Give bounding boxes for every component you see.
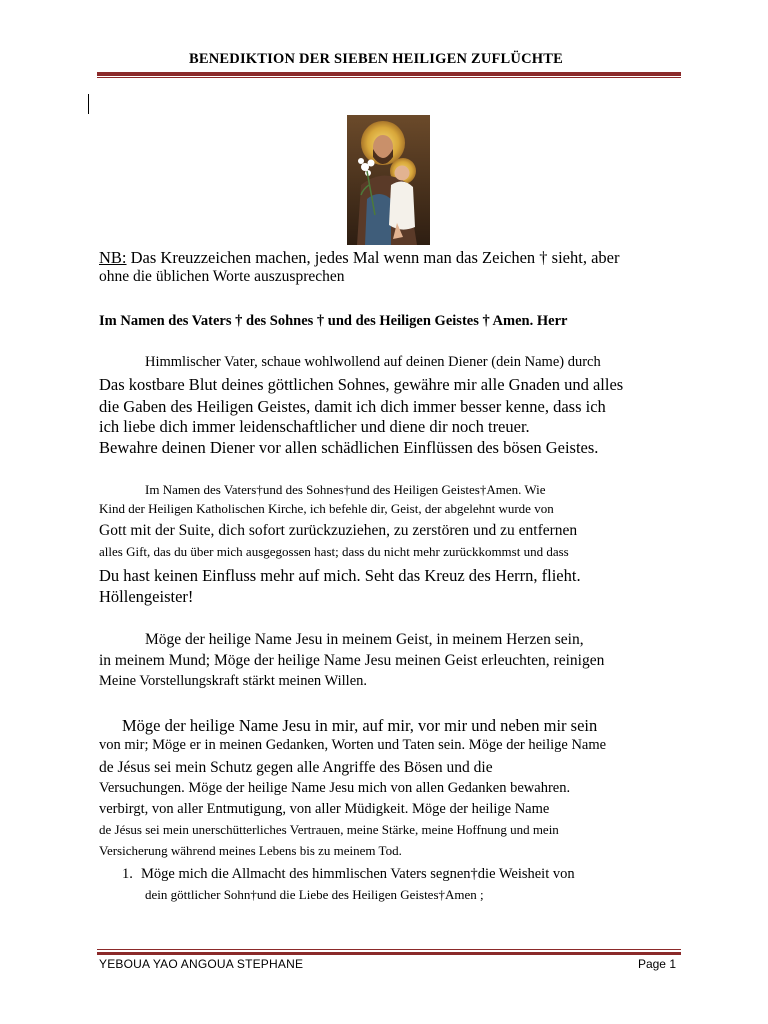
para2-line: alles Gift, das du über mich ausgegossen hast; dass du nicht mehr zurückkommst und dass [99, 544, 569, 559]
nb-label: NB: [99, 248, 127, 267]
para3-line: in meinem Mund; Möge der heilige Name Jesu meinen Geist erleuchten, reinigen [99, 652, 605, 669]
para2-line: Gott mit der Suite, dich sofort zurückzuziehen, zu zerstören und zu entfernen [99, 522, 578, 539]
para2-line: Im Namen des Vaters†und des Sohnes†und des Heiligen Geistes†Amen. Wie [145, 482, 546, 497]
para4-line: Möge der heilige Name Jesu in mir, auf mir, vor mir und neben mir sein [122, 716, 598, 735]
list-item-line-1: Möge mich die Allmacht des himmlischen Vaters segnen†die Weisheit von [141, 866, 575, 882]
text-cursor [88, 94, 89, 114]
nb-text: Das Kreuzzeichen machen, jedes Mal wenn man das Zeichen † sieht, aber [126, 248, 620, 267]
para4-line: de Jésus sei mein unerschütterliches Vertrauen, meine Stärke, meine Hoffnung und mein [99, 822, 559, 837]
para4-line: Versuchungen. Möge der heilige Name Jesu mich von allen Gedanken bewahren. [99, 780, 571, 796]
para1-line: die Gaben des Heiligen Geistes, damit ich dich immer besser kenne, dass ich [99, 397, 606, 416]
nb-line-2: ohne die üblichen Worte auszusprechen [99, 268, 345, 285]
para4-line: verbirgt, von aller Entmutigung, von aller Müdigkeit. Möge der heilige Name [99, 801, 550, 817]
footer-rule-thin [97, 949, 681, 950]
nb-line-1 [99, 248, 619, 268]
para3-line: Meine Vorstellungskraft stärkt meinen Willen. [99, 673, 368, 689]
para2-line: Kind der Heiligen Katholischen Kirche, ich befehle dir, Geist, der abgelehnt wurde von [99, 501, 554, 516]
header-rule-thick [97, 72, 681, 76]
para1-line: Das kostbare Blut deines göttlichen Sohnes, gewähre mir alle Gnaden und alles [99, 375, 624, 394]
para4-line: Versicherung während meines Lebens bis zu meinem Tod. [99, 843, 402, 858]
footer-author: YEBOUA YAO ANGOUA STEPHANE [99, 957, 304, 971]
para4-line: de Jésus sei mein Schutz gegen alle Angriffe des Bösen und die [99, 759, 493, 776]
para2-line: Höllengeister! [99, 587, 194, 606]
para1-line: Bewahre deinen Diener vor allen schädlichen Einflüssen des bösen Geistes. [99, 438, 599, 457]
header-rule-thin [97, 77, 681, 78]
list-item-number: 1. [122, 866, 133, 882]
para2-line: Du hast keinen Einfluss mehr auf mich. Seht das Kreuz des Herrn, flieht. [99, 566, 581, 585]
document-header-title: BENEDIKTION DER SIEBEN HEILIGEN ZUFLÜCHTE [188, 51, 563, 67]
saint-joseph-image [347, 115, 430, 245]
footer-page-number: Page 1 [637, 957, 676, 971]
para3-line: Möge der heilige Name Jesu in meinem Geist, in meinem Herzen sein, [145, 631, 584, 648]
para1-line: Himmlischer Vater, schaue wohlwollend auf deinen Diener (dein Name) durch [145, 354, 601, 370]
footer-rule-thick [97, 952, 681, 955]
para4-line: von mir; Möge er in meinen Gedanken, Worten und Taten sein. Möge der heilige Name [99, 737, 607, 753]
list-item-line-2: dein göttlicher Sohn†und die Liebe des Heiligen Geistes†Amen ; [145, 887, 484, 902]
invocation-heading: Im Namen des Vaters † des Sohnes † und des Heiligen Geistes † Amen. Herr [99, 313, 568, 329]
para1-line: ich liebe dich immer leidenschaftlicher und diene dir noch treuer. [99, 417, 530, 436]
